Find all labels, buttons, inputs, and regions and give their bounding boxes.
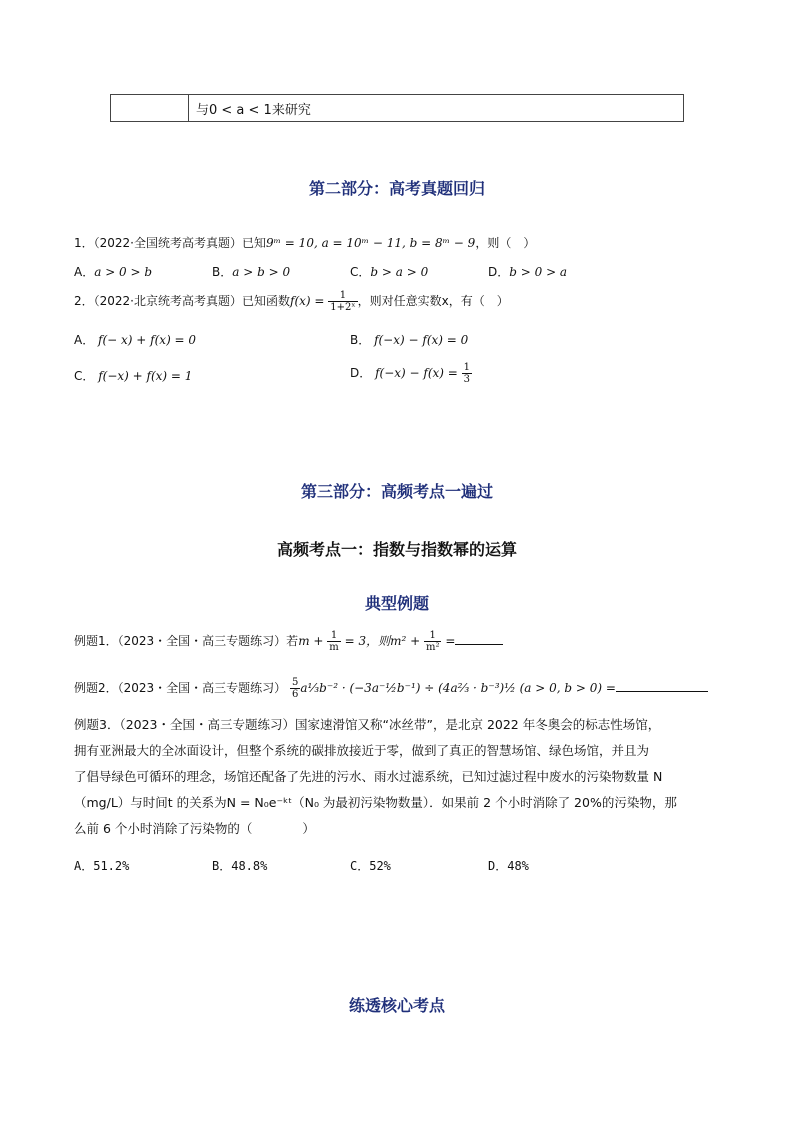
- example-2: 例题2．（2023・全国・高三专题练习） $\frac{5}{6}$ a⅓b⁻² · (−3a⁻½b⁻¹) ÷ (4a⅔ · b⁻³)½ (a > 0, b > 0) =: [74, 677, 708, 700]
- example-3: [74, 712, 724, 842]
- table-row: [110, 94, 684, 122]
- example-line: （mg/L）与时间t 的关系为N = N₀e⁻ᵏᵗ（N₀ 为最初污染物数量）．如果前 2 个小时消除了 20%的污染物，那: [74, 795, 677, 810]
- section-title: 第二部分：高考真题回归: [308, 179, 485, 198]
- option-fraction: $\frac{1}{3}$: [463, 362, 471, 385]
- question-source: （2022·北京统考高考真题）已知函数: [93, 294, 290, 308]
- example-line: 了倡导绿色可循环的理念，场馆还配备了先进的污水、雨水过滤系统，已知过滤过程中废水的污染物数量 N: [74, 769, 663, 784]
- question-number: 1．: [74, 236, 94, 250]
- example-line: 拥有亚洲最大的全冰面设计，但整个系统的碳排放接近于零，做到了真正的智慧场馆、绿色场馆，并且为: [74, 743, 650, 758]
- function-fraction: $\frac{1}{\text{1+2ˣ}}$: [330, 290, 356, 313]
- option-a: A．a > 0 > b: [74, 265, 153, 279]
- fraction-five-sixths: $\frac{5}{6}$: [292, 677, 299, 700]
- option-c: C．b > a > 0: [350, 265, 429, 279]
- fraction-one-over-m: $\frac{1}{m}$: [329, 630, 339, 653]
- fraction-one-over-m-squared: $\frac{1}{\text{m²}}$: [425, 630, 440, 653]
- option-b: B． f(−x) − f(x) = 0: [350, 333, 469, 347]
- question-suffix: ，则对任意实数x，有（ ）: [357, 294, 509, 308]
- answer-blank[interactable]: [455, 644, 503, 645]
- examples-heading: 典型例题: [364, 594, 429, 613]
- section-title: 第三部分：高频考点一遍过: [300, 482, 493, 501]
- question-1: [74, 234, 535, 251]
- table-cell: 与0 < a < 1来研究: [196, 103, 311, 118]
- example-source: （2023・全国・高三专题练习）若: [117, 634, 299, 648]
- option-d: D． f(−x) − f(x) = $\frac{1}{3}$: [350, 362, 471, 385]
- option-c: C． f(−x) + f(x) = 1: [74, 369, 193, 383]
- example-1: 例题1．（2023・全国・高三专题练习）若m + $\frac{1}{m}$ = 3，则m² + $\frac{1}{\text{m²}}$ =: [74, 630, 503, 653]
- practice-heading: 练透核心考点: [348, 996, 445, 1015]
- answer-blank[interactable]: [616, 691, 708, 692]
- topic-title: 高频考点一：指数与指数幂的运算: [276, 540, 517, 559]
- option-c: C．52%: [350, 859, 391, 873]
- question-source: （2022·全国统考高考真题）已知: [93, 236, 266, 250]
- option-b: B．a > b > 0: [212, 265, 291, 279]
- question-suffix: ，则（ ）: [475, 236, 536, 250]
- option-a: A．51.2%: [74, 859, 130, 873]
- example-source: （2023・全国・高三专题练习）: [117, 681, 287, 695]
- option-d: D．48%: [488, 859, 529, 873]
- function-lhs: f(x) =: [290, 294, 325, 308]
- option-b: B．48.8%: [212, 859, 268, 873]
- option-d: D．b > 0 > a: [488, 265, 568, 279]
- example-line: 例题3．（2023・全国・高三专题练习）国家速滑馆又称“冰丝带”，是北京 2022 年冬奥会的标志性场馆，: [74, 717, 661, 732]
- table-column-divider: [188, 95, 189, 121]
- example-line: 么前 6 个小时消除了污染物的（ ）: [74, 821, 315, 836]
- example-label: 例题2．: [74, 681, 118, 695]
- option-a: A． f(− x) + f(x) = 0: [74, 333, 197, 347]
- question-condition: 9ᵐ = 10, a = 10ᵐ − 11, b = 8ᵐ − 9: [266, 236, 476, 250]
- question-number: 2．: [74, 294, 94, 308]
- question-2: [74, 290, 509, 313]
- example-label: 例题1．: [74, 634, 118, 648]
